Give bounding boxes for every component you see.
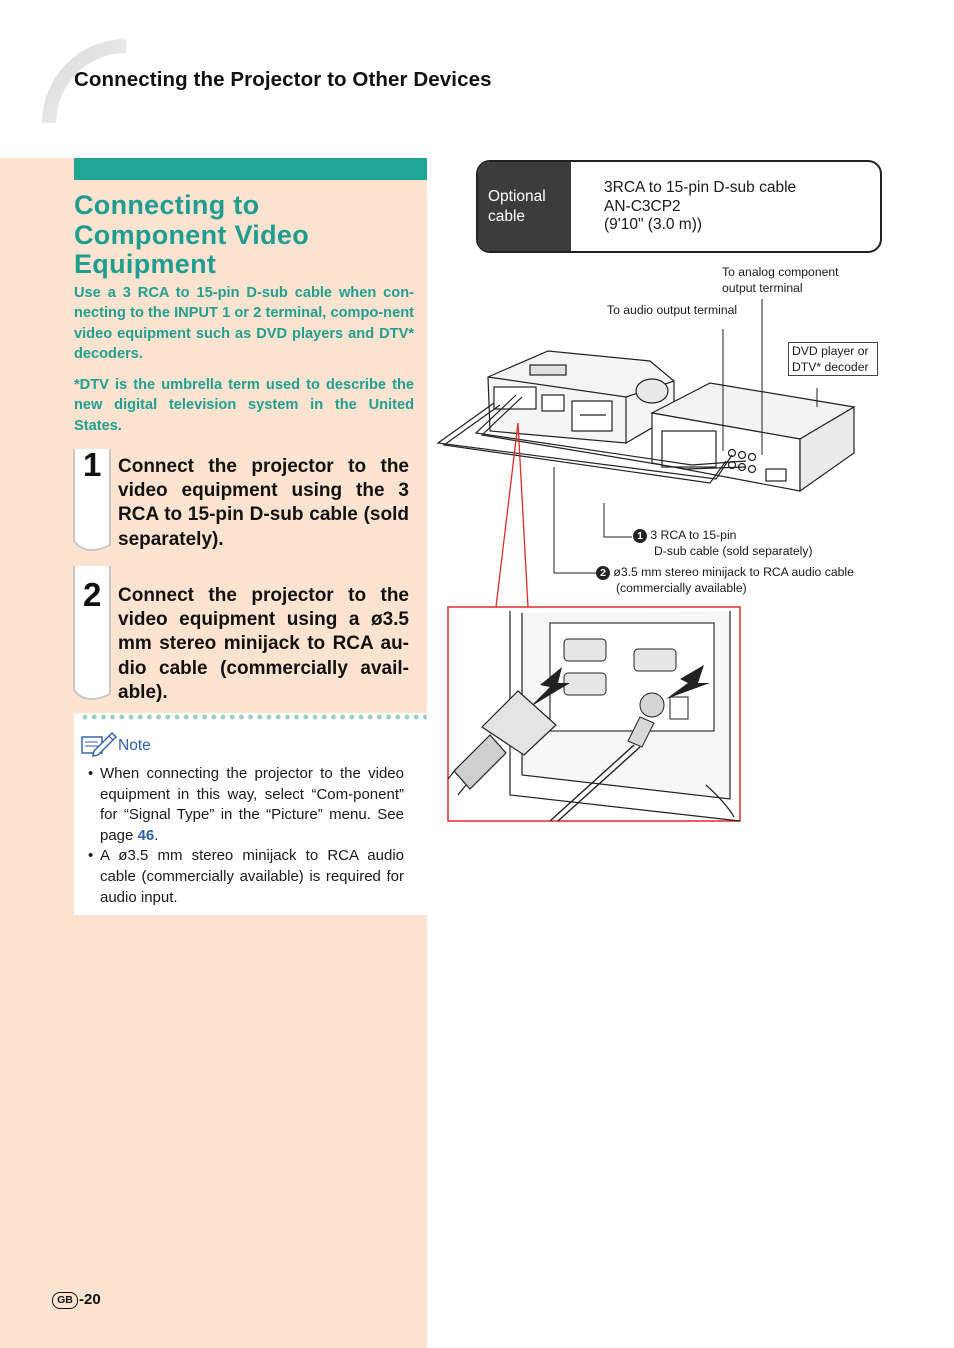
optional-cable-info [604,179,796,235]
callout-2-line-2: (commercially available) [616,581,747,595]
label-dvd-player [788,342,878,376]
callout-1-line-2: D-sub cable (sold separately) [654,544,813,558]
label-analog-component-line-2: output terminal [722,280,803,295]
label-dvd-line-1: DVD player or [792,344,869,358]
note-dotted-divider [82,713,427,721]
note-label: Note [118,737,151,754]
note-item-2: • A ø3.5 mm stereo minijack to RCA audio cable (commercially available) is required for audio input. [88,846,404,908]
callout-2-line-1: ø3.5 mm stereo minijack to RCA audio cable [613,565,854,579]
note-list [88,764,404,908]
header-title: Connecting the Projector to Other Devices [74,68,492,91]
page-number-value: -20 [79,1291,101,1308]
region-badge: GB [52,1292,78,1309]
callout-2 [596,565,854,581]
zoom-inset [448,607,740,821]
optional-cable-length: (9'10" (3.0 m)) [604,216,703,233]
callout-1-line-1: 3 RCA to 15-pin [650,528,737,542]
label-analog-component-line-1: To analog component [722,265,839,279]
section-title [74,191,414,280]
label-audio-output: To audio output terminal [607,303,738,317]
callout-2-number: 2 [596,566,610,580]
section-title-line-2: Component Video [74,219,310,250]
optional-cable-box [476,160,882,253]
optional-cable-label-panel [478,162,571,251]
projector-illustration [488,351,674,443]
section-title-line-1: Connecting to [74,190,260,220]
page-number [52,1291,101,1309]
pencil-icon [80,729,118,759]
label-analog-component [722,265,839,297]
optional-cable-label: Optional cable [488,188,546,225]
step-1-text: Connect the projector to the video equipment using the 3 RCA to 15-pin D-sub cable (sold separately). [118,456,409,550]
note-item-1-text: When connecting the projector to the video equipment in this way, select “Com-ponent” for “Signal Type” in the “Picture” menu. See page [100,765,404,844]
step-2-text: Connect the projector to the video equipment using a ø3.5 mm stereo minijack to RCA au-dio cable (commercially avail-able). [118,585,409,703]
note-item-1 [88,764,404,846]
step-2-number: 2 [83,576,102,613]
dtv-footnote: *DTV is the umbrella term used to describe the new digital television system in the United States. [74,377,414,434]
section-color-bar [74,158,427,180]
note-item-1-end: . [154,826,159,844]
section-title-line-3: Equipment [74,249,217,279]
intro-text: Use a 3 RCA to 15-pin D-sub cable when con-necting to the INPUT 1 or 2 terminal, compo-nent video equipment such as DVD players and DTV* decoders. [74,285,414,363]
optional-cable-model: AN-C3CP2 [604,197,681,215]
optional-cable-name: 3RCA to 15-pin D-sub cable [604,179,797,196]
step-1-number: 1 [83,446,102,483]
label-dvd-line-2: DTV* decoder [792,359,869,374]
callout-1-number: 1 [633,529,647,543]
callout-1 [633,528,736,544]
page-46-link[interactable]: 46 [137,826,155,844]
